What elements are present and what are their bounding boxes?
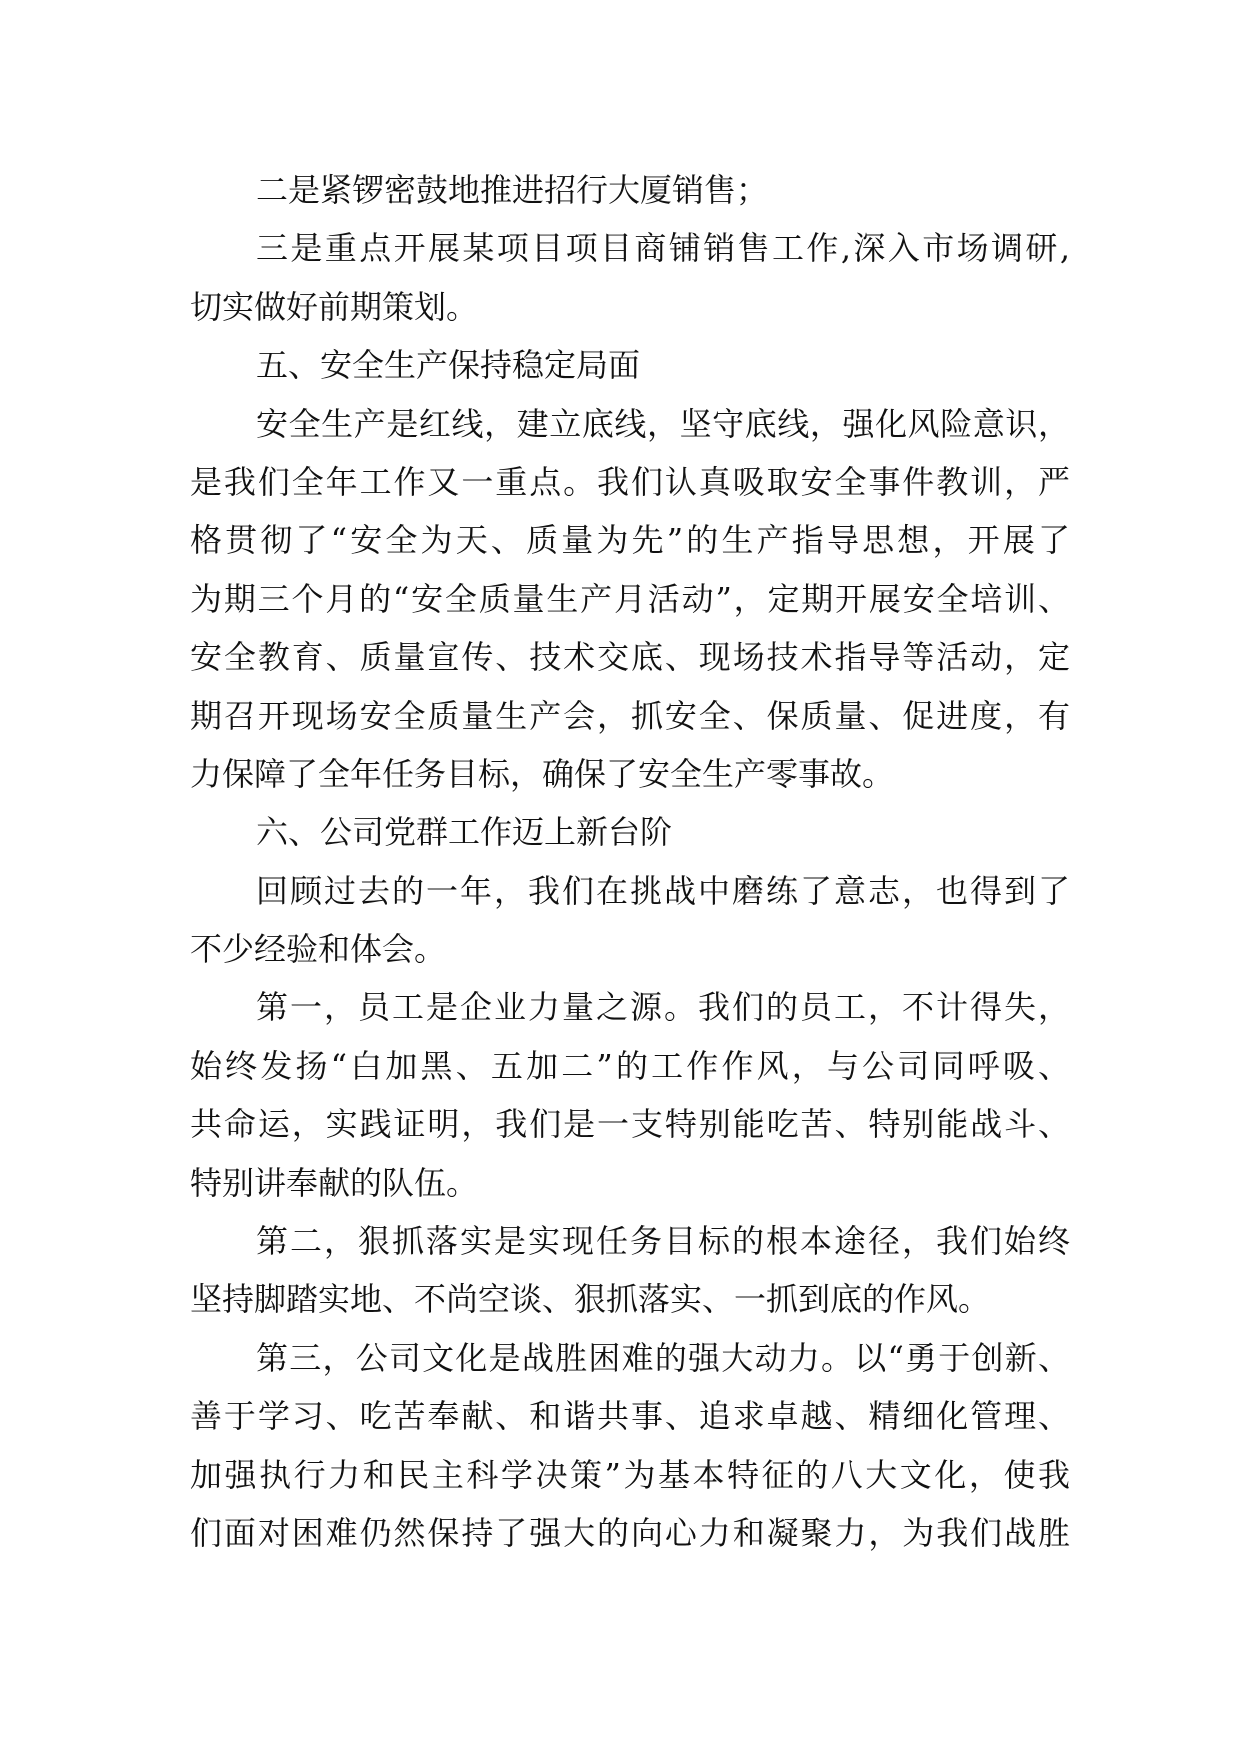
paragraph	[190, 1329, 1070, 1563]
paragraph	[190, 219, 1070, 336]
paragraph-line: 不少经验和体会。	[190, 930, 447, 969]
paragraph-line: 坚持脚踏实地、不尚空谈、狠抓落实、一抓到底的作风。	[190, 1280, 991, 1319]
paragraph-line: 第三，公司文化是战胜困难的强大动力。以“勇于创新、	[256, 1338, 1070, 1377]
paragraph-line: 始终发扬“白加黑、五加二”的工作作风，与公司同呼吸、	[190, 1046, 1070, 1085]
section-heading-text: 六、公司党群工作迈上新台阶	[256, 813, 673, 852]
paragraph-line: 回顾过去的一年，我们在挑战中磨练了意志，也得到了	[256, 871, 1070, 910]
section-heading	[190, 803, 1070, 861]
paragraph-line: 安全生产是红线，建立底线，坚守底线，强化风险意识，	[256, 404, 1070, 443]
paragraph-line: 第二，狠抓落实是实现任务目标的根本途径，我们始终	[256, 1222, 1070, 1261]
paragraph-line: 格贯彻了“安全为天、质量为先”的生产指导思想，开展了	[190, 521, 1070, 560]
section-heading	[190, 336, 1070, 394]
paragraph-line: 特别讲奉献的队伍。	[190, 1163, 479, 1202]
paragraph-line: 切实做好前期策划。	[190, 287, 479, 326]
paragraph-line: 力保障了全年任务目标，确保了安全生产零事故。	[190, 754, 895, 793]
section-heading-text: 五、安全生产保持稳定局面	[256, 346, 641, 385]
paragraph-line: 第一，员工是企业力量之源。我们的员工，不计得失，	[256, 988, 1070, 1027]
paragraph	[190, 978, 1070, 1212]
paragraph-line: 共命运，实践证明，我们是一支特别能吃苦、特别能战斗、	[190, 1105, 1070, 1144]
paragraph-line: 是我们全年工作又一重点。我们认真吸取安全事件教训，严	[190, 462, 1070, 501]
document-body	[190, 161, 1070, 1562]
paragraph	[190, 862, 1070, 979]
paragraph-line: 三是重点开展某项目项目商铺销售工作,深入市场调研,	[256, 229, 1070, 268]
paragraph-line: 加强执行力和民主科学决策”为基本特征的八大文化，使我	[190, 1455, 1070, 1494]
paragraph	[190, 395, 1070, 804]
paragraph-line: 期召开现场安全质量生产会，抓安全、保质量、促进度，有	[190, 696, 1070, 735]
paragraph-line: 安全教育、质量宣传、技术交底、现场技术指导等活动，定	[190, 638, 1070, 677]
paragraph-line: 为期三个月的“安全质量生产月活动”，定期开展安全培训、	[190, 579, 1070, 618]
paragraph-line: 二是紧锣密鼓地推进招行大厦销售；	[256, 171, 769, 209]
paragraph	[190, 161, 1070, 219]
paragraph-line: 们面对困难仍然保持了强大的向心力和凝聚力，为我们战胜	[190, 1513, 1070, 1552]
paragraph-line: 善于学习、吃苦奉献、和谐共事、追求卓越、精细化管理、	[190, 1397, 1070, 1436]
paragraph	[190, 1212, 1070, 1329]
